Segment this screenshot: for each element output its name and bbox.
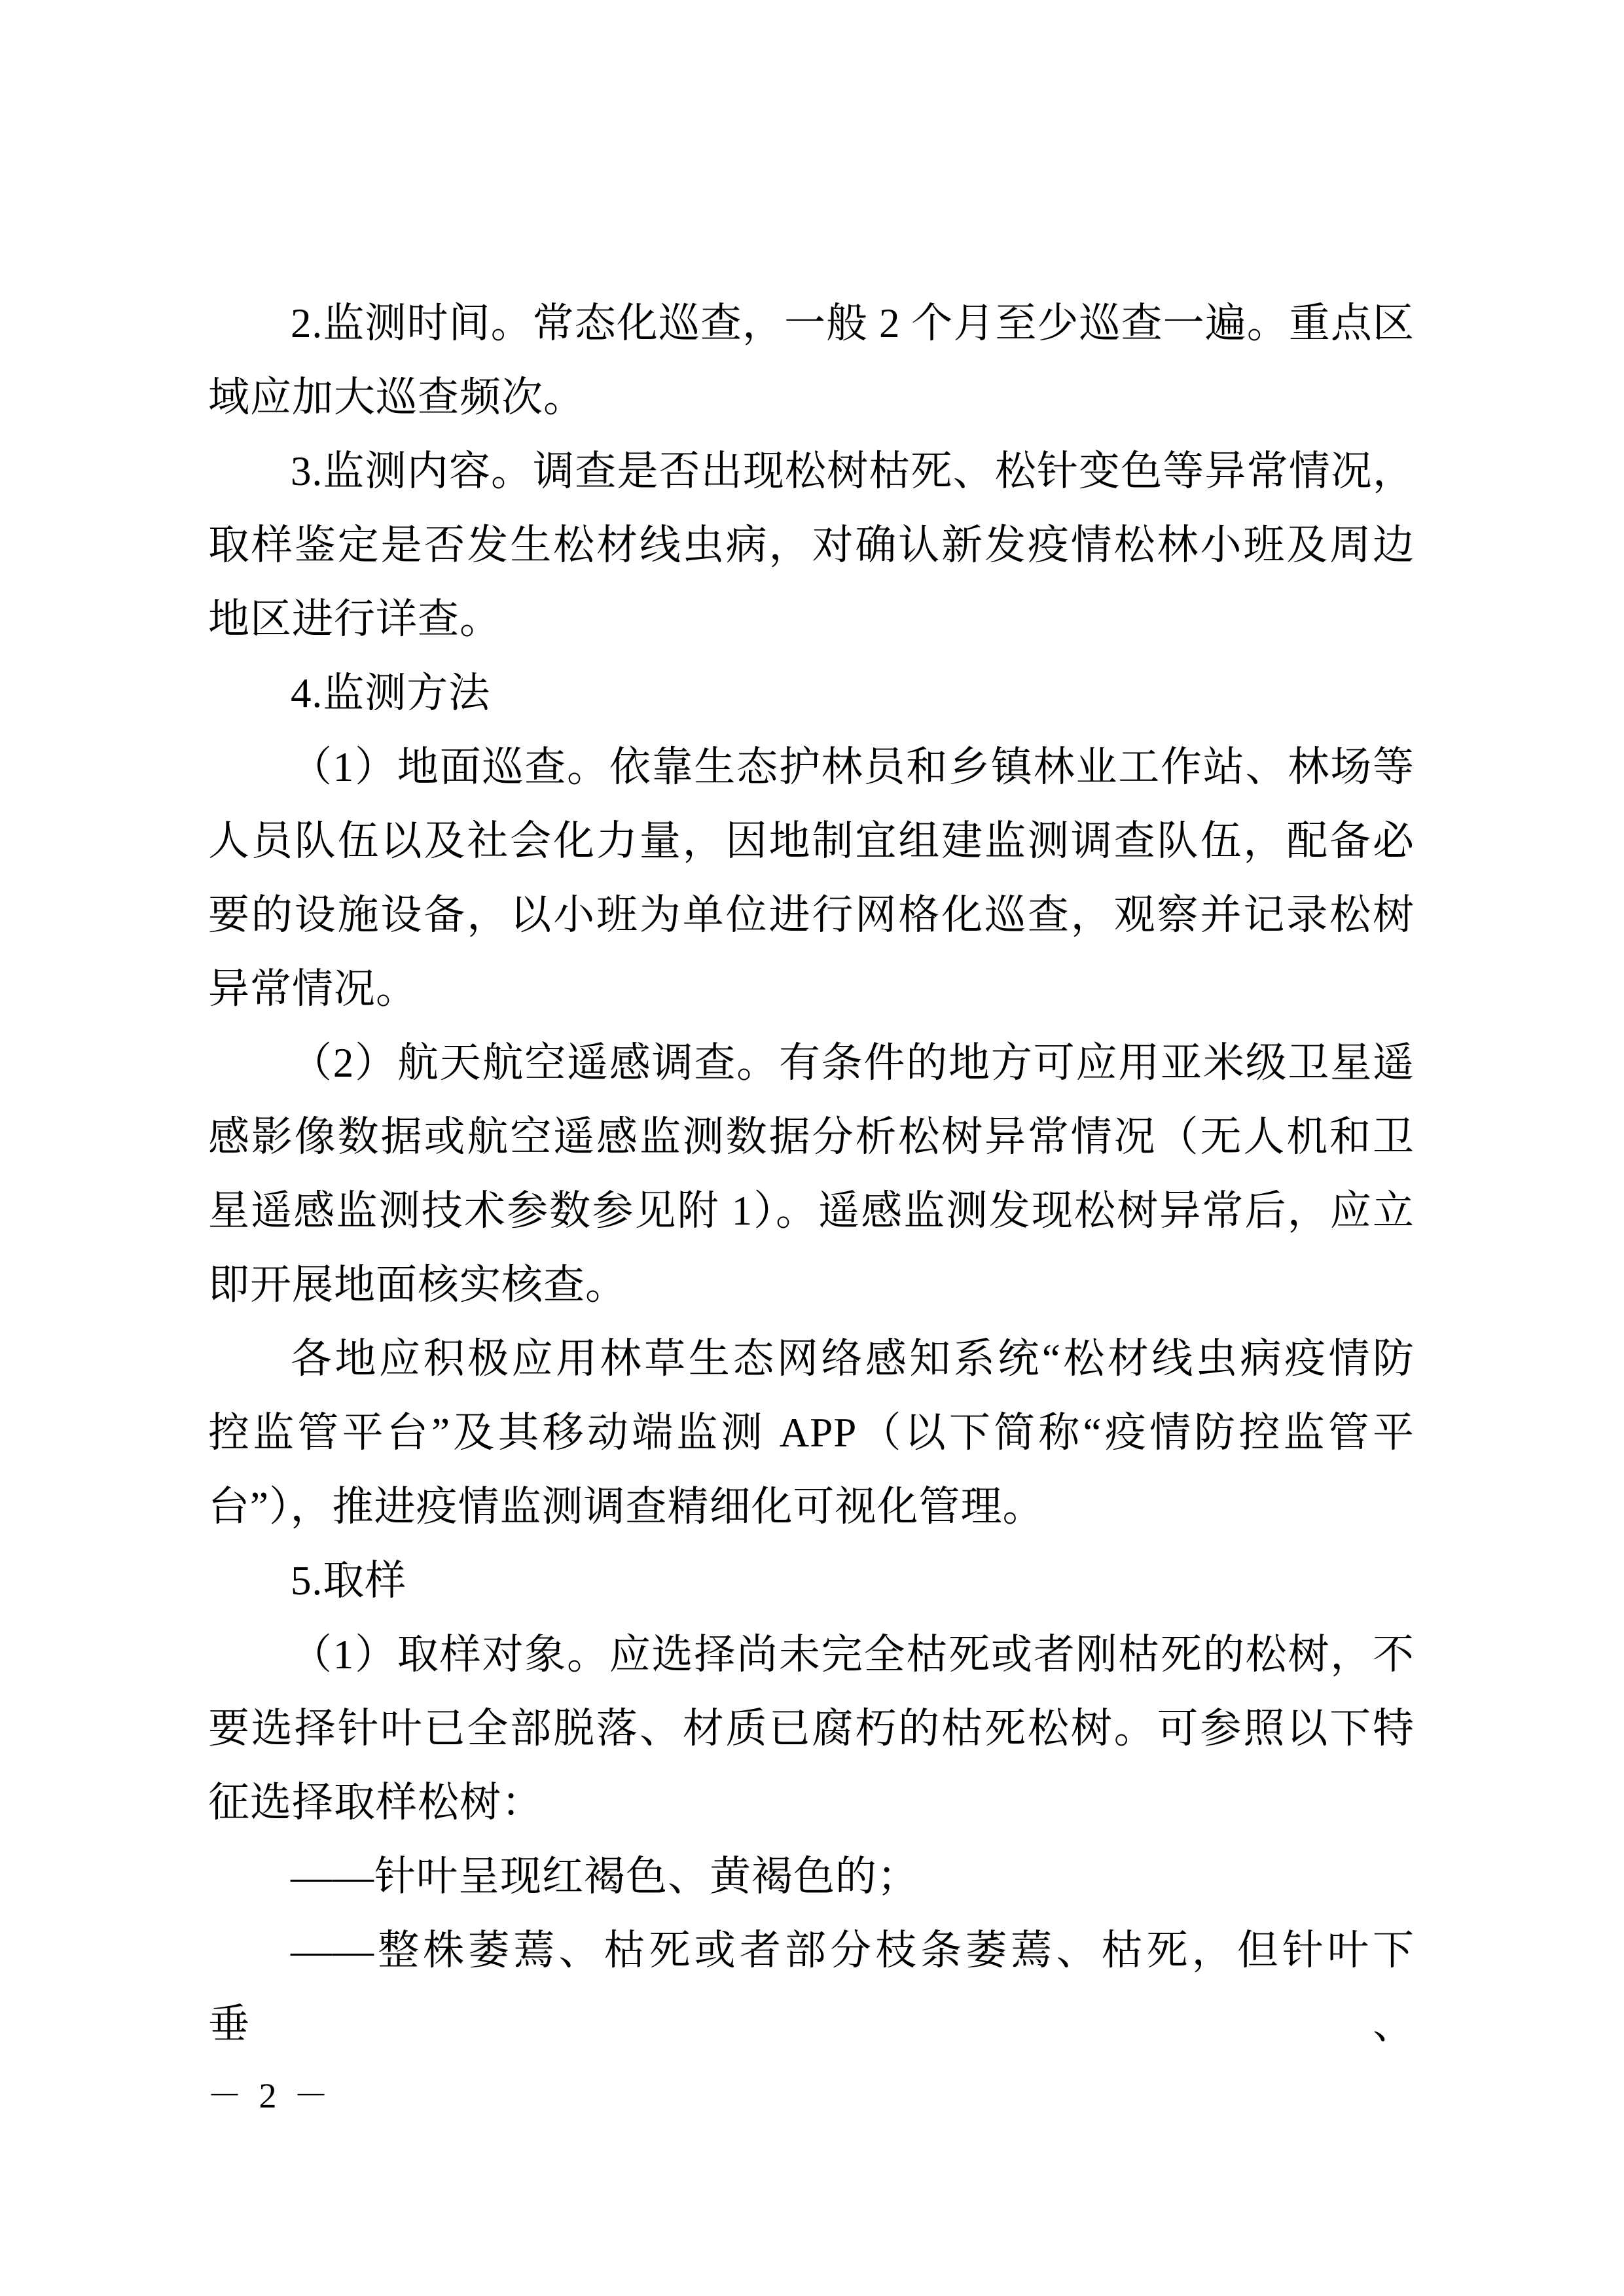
text-line: 取样鉴定是否发生松材线虫病，对确认新发疫情松林小班及周边 bbox=[208, 522, 1415, 568]
text-line: 征选择取样松树： bbox=[208, 1780, 543, 1825]
text-line: 要选择针叶已全部脱落、材质已腐朽的枯死松树。可参照以下特 bbox=[208, 1706, 1415, 1751]
text-line: 星遥感监测技术参数参见附 1）。遥感监测发现松树异常后，应立 bbox=[208, 1188, 1415, 1234]
text-line: 各地应积极应用林草生态网络感知系统“松材线虫病疫情防 bbox=[291, 1336, 1415, 1382]
text-line: 控监管平台”及其移动端监测 APP（以下简称“疫情防控监管平 bbox=[208, 1410, 1415, 1456]
page-number: － 2 － bbox=[207, 2076, 333, 2115]
text-line: ——针叶呈现红褐色、黄褐色的； bbox=[291, 1854, 919, 1899]
text-line: 人员队伍以及社会化力量，因地制宜组建监测调查队伍，配备必 bbox=[208, 818, 1415, 864]
text-line: 2.监测时间。常态化巡查，一般 2 个月至少巡查一遍。重点区 bbox=[291, 300, 1415, 346]
text-line: （2）航天航空遥感调查。有条件的地方可应用亚米级卫星遥 bbox=[291, 1040, 1415, 1086]
text-line: ——整株萎蔫、枯死或者部分枝条萎蔫、枯死，但针叶下垂、 bbox=[208, 1928, 1415, 2047]
text-line: 域应加大巡查频次。 bbox=[208, 374, 585, 420]
text-line: 3.监测内容。调查是否出现松树枯死、松针变色等异常情况， bbox=[291, 448, 1415, 494]
text-line: 异常情况。 bbox=[208, 966, 418, 1012]
text-line: 要的设施设备，以小班为单位进行网格化巡查，观察并记录松树 bbox=[208, 892, 1415, 938]
text-line: 4.监测方法 bbox=[291, 670, 491, 716]
document-body bbox=[208, 287, 1415, 2062]
text-line: 感影像数据或航空遥感监测数据分析松树异常情况（无人机和卫 bbox=[208, 1114, 1415, 1160]
text-line: 5.取样 bbox=[291, 1558, 407, 1604]
text-line: 地区进行详查。 bbox=[208, 596, 501, 642]
text-line: 台”），推进疫情监测调查精细化可视化管理。 bbox=[208, 1484, 1045, 1530]
text-line: （1）取样对象。应选择尚未完全枯死或者刚枯死的松树，不 bbox=[291, 1632, 1415, 1677]
text-line: （1）地面巡查。依靠生态护林员和乡镇林业工作站、林场等 bbox=[291, 744, 1415, 790]
text-line: 即开展地面核实核查。 bbox=[208, 1262, 627, 1308]
